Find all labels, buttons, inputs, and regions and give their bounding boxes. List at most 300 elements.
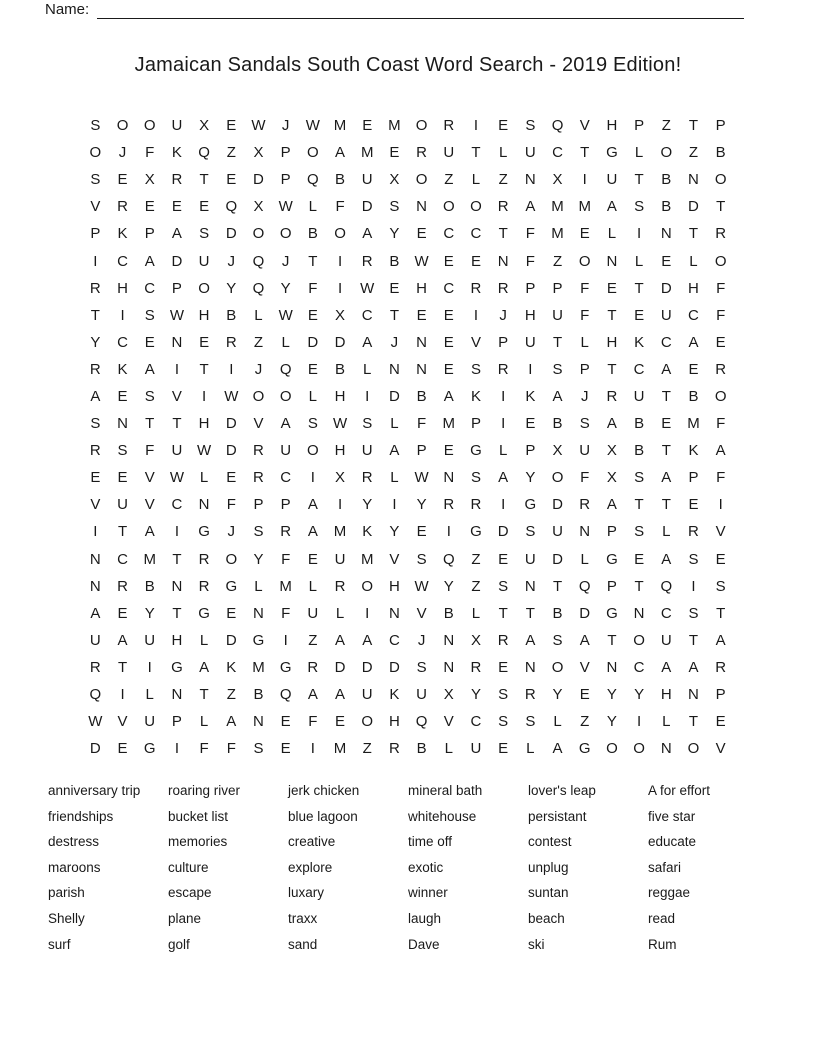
grid-letter: V [90,198,101,216]
grid-letter: T [552,577,563,595]
grid-letter: E [144,198,155,216]
grid-letter: N [388,360,400,378]
grid-letter: S [498,713,509,731]
grid-letter: E [90,469,101,487]
grid-letter: L [444,740,453,758]
grid-letter: R [443,117,455,135]
word-list-item: five star [648,808,696,824]
grid-letter: I [637,225,642,243]
grid-letter: Z [498,171,508,189]
grid-letter: X [253,198,264,216]
word-list-item: escape [168,885,212,901]
grid-letter: I [283,631,288,649]
grid-letter: S [552,631,563,649]
grid-letter: C [443,225,455,243]
grid-letter: D [89,740,101,758]
grid-letter: N [89,550,101,568]
grid-letter: C [660,604,672,622]
grid-letter: F [335,198,345,216]
word-list-item: surf [48,936,71,952]
grid-letter: J [227,523,236,541]
grid-letter: N [416,360,428,378]
grid-letter: E [634,550,645,568]
grid-letter: T [688,225,699,243]
grid-letter: E [117,171,128,189]
grid-letter: I [174,360,179,378]
grid-letter: R [89,442,101,460]
grid-letter: E [117,740,128,758]
name-row [45,0,744,19]
grid-letter: A [90,387,101,405]
grid-letter: U [524,333,536,351]
grid-letter: E [498,117,509,135]
grid-letter: X [253,144,264,162]
grid-letter: H [524,306,536,324]
grid-letter: U [524,550,536,568]
word-list-item: creative [288,834,336,850]
grid-letter: N [443,658,455,676]
grid-letter: F [226,740,236,758]
grid-letter: B [144,577,155,595]
grid-letter: U [334,550,346,568]
grid-letter: R [470,279,482,297]
grid-letter: M [360,144,374,162]
grid-letter: J [580,387,589,405]
grid-letter: B [389,252,400,270]
grid-letter: X [199,117,210,135]
grid-letter: I [93,252,98,270]
grid-letter: B [552,604,563,622]
word-list-item: parish [48,885,85,901]
grid-letter: P [144,225,155,243]
grid-letter: U [171,442,183,460]
grid-letter: T [688,713,699,731]
grid-letter: T [498,225,508,243]
grid-letter: H [606,333,618,351]
grid-letter: P [606,523,617,541]
grid-letter: I [691,577,696,595]
grid-letter: S [144,306,155,324]
grid-letter: M [388,117,401,135]
grid-letter: S [634,523,645,541]
grid-letter: U [117,496,128,514]
grid-letter: E [606,279,617,297]
grid-letter: T [661,442,671,460]
grid-letter: T [498,604,508,622]
grid-letter: R [198,550,210,568]
grid-letter: K [117,360,128,378]
grid-letter: A [144,523,155,541]
grid-letter: E [416,306,427,324]
grid-letter: E [443,442,454,460]
word-list-item: safari [648,859,682,875]
grid-letter: E [117,469,128,487]
grid-letter: U [660,306,672,324]
grid-letter: I [473,117,479,135]
grid-letter: R [470,496,482,514]
grid-letter: C [117,550,128,568]
grid-letter: H [606,117,618,135]
grid-letter: D [388,658,400,676]
grid-letter: H [171,631,183,649]
grid-letter: Y [606,686,617,704]
grid-letter: O [578,252,591,270]
grid-letter: Q [415,713,428,731]
grid-letter: N [89,577,101,595]
grid-letter: U [660,631,672,649]
grid-letter: V [579,658,590,676]
grid-letter: A [307,686,318,704]
grid-letter: B [634,442,645,460]
grid-letter: D [225,442,237,460]
grid-letter: L [308,198,318,216]
grid-letter: F [580,279,590,297]
grid-letter: N [524,577,536,595]
grid-letter: A [579,631,590,649]
grid-letter: N [606,658,618,676]
word-list-item: memories [168,834,228,850]
grid-letter: U [361,686,373,704]
grid-letter: B [661,171,672,189]
grid-letter: V [144,469,155,487]
grid-letter: O [279,225,292,243]
grid-letter: J [499,306,507,324]
grid-letter: A [307,523,318,541]
grid-letter: K [389,686,400,704]
grid-letter: C [633,658,645,676]
word-list-item: exotic [408,859,444,875]
grid-letter: O [606,740,618,758]
grid-letter: P [470,415,481,433]
grid-letter: D [334,658,346,676]
grid-letter: I [637,713,642,731]
grid-letter: S [253,740,264,758]
grid-letter: E [226,604,237,622]
grid-letter: P [90,225,101,243]
grid-letter: L [689,252,698,270]
grid-letter: E [389,144,400,162]
grid-letter: B [416,387,427,405]
grid-letter: Q [89,686,102,704]
grid-letter: E [498,550,509,568]
grid-letter: T [552,333,563,351]
word-list-item: plane [168,910,202,926]
grid-letter: N [660,740,672,758]
grid-letter: P [416,442,427,460]
grid-letter: D [388,387,400,405]
grid-letter: Y [606,713,617,731]
grid-letter: D [225,631,237,649]
grid-letter: I [337,279,343,297]
grid-letter: N [497,252,509,270]
grid-letter: E [117,387,128,405]
grid-letter: D [660,279,672,297]
grid-letter: O [225,550,238,568]
grid-letter: R [89,279,101,297]
grid-letter: S [525,713,536,731]
grid-letter: Q [307,171,319,189]
grid-letter: S [634,469,645,487]
word-list-item: beach [528,910,565,926]
grid-letter: E [525,415,536,433]
grid-letter: L [526,740,535,758]
grid-letter: F [281,550,291,568]
grid-letter: H [117,279,128,297]
grid-letter: T [308,252,318,270]
grid-letter: T [145,415,155,433]
grid-letter: S [389,198,400,216]
grid-letter: T [172,550,182,568]
grid-letter: O [198,279,210,297]
grid-letter: Z [226,686,236,704]
grid-letter: R [117,198,128,216]
grid-letter: I [93,523,98,541]
grid-letter: T [389,306,399,324]
grid-letter: B [715,144,726,162]
grid-letter: L [498,442,508,460]
grid-letter: B [688,387,699,405]
grid-letter: T [716,604,726,622]
grid-letter: S [90,117,101,135]
grid-letter: T [634,171,644,189]
grid-letter: Y [389,523,400,541]
word-list-item: blue lagoon [288,808,358,824]
grid-letter: D [253,171,264,189]
grid-letter: E [171,198,182,216]
grid-letter: V [416,604,427,622]
word-list-item: maroons [48,859,101,875]
grid-letter: D [552,496,563,514]
grid-letter: Y [443,577,454,595]
word-list-item: persistant [528,808,587,824]
grid-letter: A [552,740,563,758]
grid-letter: Y [253,550,264,568]
grid-letter: I [473,306,479,324]
word-list-column [648,778,768,957]
word-list-item: culture [168,859,209,875]
grid-letter: U [144,713,156,731]
grid-letter: O [279,387,292,405]
grid-letter: I [310,469,315,487]
grid-letter: E [715,550,726,568]
grid-letter: K [226,658,237,676]
grid-letter: K [362,523,373,541]
grid-letter: L [634,144,644,162]
grid-letter: U [470,740,482,758]
grid-letter: C [280,469,292,487]
grid-letter: Q [660,577,673,595]
grid-letter: W [414,469,429,487]
grid-letter: U [579,442,591,460]
grid-letter: O [361,713,374,731]
grid-letter: V [715,740,726,758]
grid-letter: B [416,740,427,758]
grid-letter: E [226,469,237,487]
grid-letter: S [307,415,318,433]
grid-letter: G [279,658,292,676]
grid-letter: C [388,631,400,649]
grid-letter: T [688,117,699,135]
grid-letter: N [253,604,264,622]
grid-letter: W [305,117,320,135]
grid-letter: A [335,144,346,162]
grid-letter: G [252,631,265,649]
grid-letter: Y [416,496,427,514]
grid-letter: I [528,360,533,378]
grid-letter: E [498,658,509,676]
grid-letter: A [525,198,536,216]
grid-letter: Y [280,279,291,297]
grid-letter: B [552,415,563,433]
grid-letter: R [715,658,727,676]
word-list-item: laugh [408,910,442,926]
grid-letter: L [580,333,589,351]
grid-letter: S [634,198,645,216]
grid-letter: L [363,360,372,378]
grid-letter: N [416,333,428,351]
grid-letter: M [279,577,292,595]
grid-letter: N [606,252,618,270]
grid-letter: P [498,333,509,351]
grid-letter: N [198,496,210,514]
grid-letter: I [582,171,587,189]
grid-letter: S [90,171,101,189]
grid-letter: J [227,252,236,270]
grid-letter: Y [226,279,237,297]
grid-letter: P [525,442,536,460]
grid-letter: E [389,279,400,297]
grid-letter: C [660,333,672,351]
grid-letter: R [198,577,210,595]
grid-letter: H [198,415,210,433]
grid-letter: C [171,496,183,514]
grid-letter: O [334,225,346,243]
grid-letter: B [335,360,346,378]
grid-letter: T [471,144,481,162]
grid-letter: G [198,523,210,541]
grid-letter: V [117,713,128,731]
grid-letter: O [714,171,727,189]
word-list-item: Rum [648,936,677,952]
grid-letter: E [416,523,427,541]
grid-letter: O [714,387,727,405]
word-list-column [528,778,648,957]
grid-letter: R [117,577,128,595]
grid-letter: U [361,171,373,189]
grid-letter: S [362,415,373,433]
grid-letter: S [688,550,699,568]
word-list-item: anniversary trip [48,783,141,798]
grid-letter: O [415,117,428,135]
grid-letter: S [715,577,726,595]
grid-letter: F [716,415,726,433]
grid-letter: S [117,442,128,460]
grid-letter: E [443,360,454,378]
grid-letter: O [551,469,564,487]
grid-letter: I [337,496,343,514]
grid-letter: I [718,496,723,514]
grid-letter: D [688,198,699,216]
grid-letter: E [443,252,454,270]
grid-letter: A [389,442,400,460]
grid-letter: A [144,252,155,270]
grid-letter: Z [688,144,699,162]
grid-letter: G [606,550,618,568]
name-label: Name: [45,1,90,18]
grid-letter: M [442,415,456,433]
word-list-item: unplug [528,859,569,875]
grid-letter: W [169,306,184,324]
word-list-item: explore [288,859,333,875]
grid-letter: T [172,604,182,622]
grid-letter: R [579,496,591,514]
word-list-item: reggae [648,885,691,901]
grid-letter: O [307,442,319,460]
grid-letter: S [144,387,155,405]
grid-letter: P [688,469,699,487]
grid-letter: S [688,604,699,622]
grid-letter: M [143,550,156,568]
grid-letter: E [634,306,645,324]
grid-letter: Z [552,252,563,270]
grid-letter: G [198,604,210,622]
grid-letter: D [225,415,237,433]
grid-letter: D [552,550,563,568]
grid-letter: R [416,144,428,162]
grid-letter: A [525,631,536,649]
grid-letter: T [580,144,590,162]
grid-letter: E [688,496,699,514]
grid-letter: B [307,225,318,243]
grid-letter: A [362,333,373,351]
grid-letter: E [280,713,291,731]
word-list-item: A for effort [648,783,711,798]
grid-letter: F [199,740,209,758]
grid-letter: T [688,631,699,649]
word-list-item: golf [168,936,190,952]
grid-letter: K [117,225,128,243]
grid-letter: R [497,360,509,378]
grid-letter: B [634,415,645,433]
grid-letter: M [252,658,265,676]
word-list-item: sand [288,936,318,952]
word-list-item: bucket list [168,808,229,824]
grid-letter: G [171,658,183,676]
grid-letter: O [415,171,428,189]
grid-letter: X [606,442,617,460]
grid-letter: U [443,144,455,162]
grid-letter: A [362,631,373,649]
grid-letter: O [442,198,455,216]
grid-letter: H [388,713,400,731]
grid-letter: T [117,658,128,676]
grid-letter: R [225,333,237,351]
grid-letter: E [117,604,128,622]
grid-letter: G [470,523,482,541]
grid-letter: J [417,631,426,649]
grid-letter: R [497,198,509,216]
word-list-item: ski [528,936,545,952]
grid-letter: Y [144,604,155,622]
grid-letter: P [253,496,264,514]
grid-letter: I [174,523,179,541]
grid-letter: Y [525,469,536,487]
grid-letter: V [470,333,481,351]
grid-letter: R [280,523,292,541]
grid-letter: Z [661,117,671,135]
name-blank-line[interactable] [97,1,744,19]
grid-letter: B [661,198,672,216]
